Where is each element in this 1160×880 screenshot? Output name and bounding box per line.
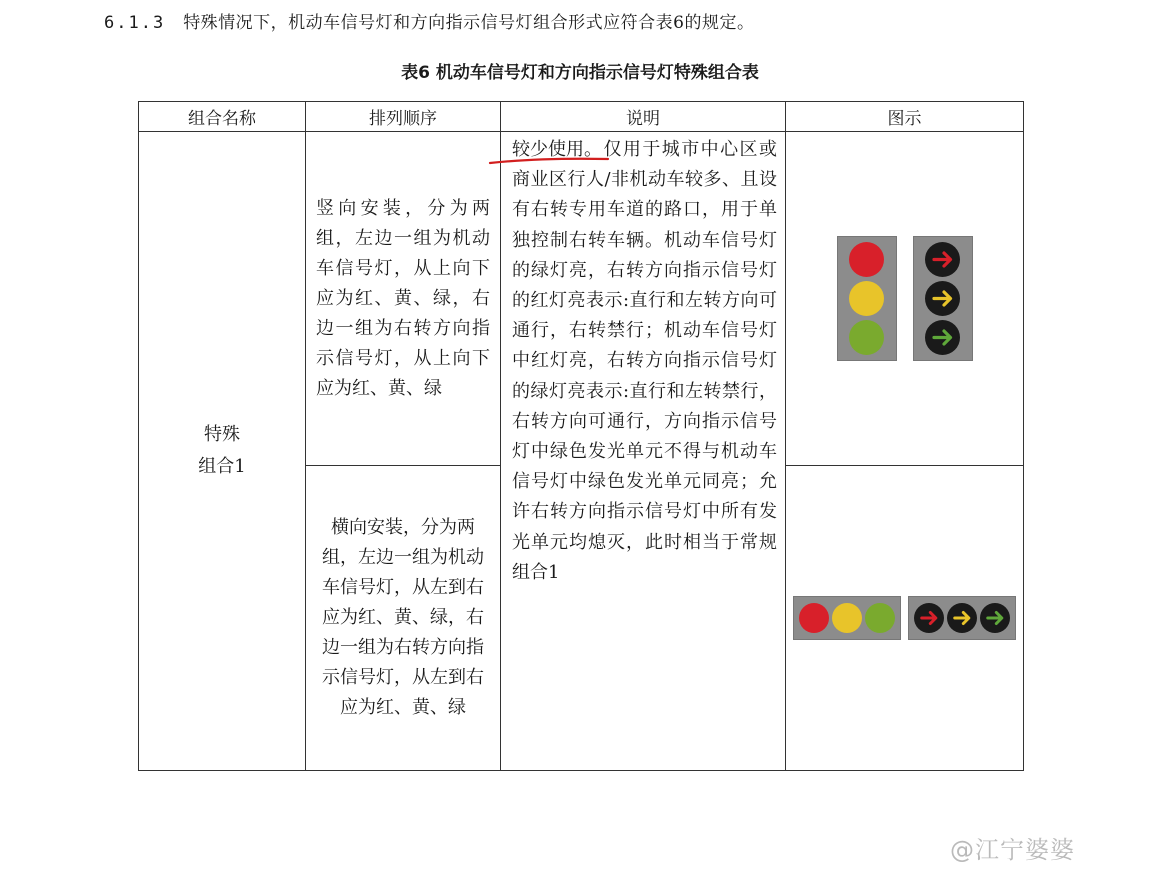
description-body: 仅用于城市中心区或商业区行人/非机动车较多、且设有右转专用车道的路口，用于单独控制右转车辆。机动车信号灯的绿灯亮，右转方向指示信号灯的红灯亮表示:直行和左转方向可通行，右转禁行；机动车信号灯中红灯亮，右转方向指示信号灯的绿灯亮表示:直行和左转禁行，右转方向可通行，方向指示信号灯中绿色发光单元不得与机动车信号灯中绿色发光单元同亮；允许右转方向指示信号灯中所有发光单元均熄灭，此时相当于常规组合1 bbox=[512, 139, 777, 583]
red-lamp bbox=[799, 603, 829, 633]
arrangement-horizontal-text: 横向安装，分为两组，左边一组为机动车信号灯，从左到右应为红、黄、绿，右边一组为右转方向指示信号灯，从左到右应为红、黄、绿 bbox=[322, 517, 484, 718]
red-right-arrow-icon bbox=[925, 242, 960, 277]
description-text bbox=[512, 135, 777, 588]
highlighted-phrase bbox=[512, 135, 602, 165]
yellow-right-arrow-icon bbox=[947, 603, 977, 633]
arrangement-vertical-text: 竖向安装，分为两组，左边一组为机动车信号灯，从上向下应为红、黄、绿，右边一组为右转方向指示信号灯，从上向下应为红、黄、绿 bbox=[316, 197, 490, 399]
green-right-arrow-icon bbox=[980, 603, 1010, 633]
header-description: 说明 bbox=[501, 102, 786, 132]
clause-line bbox=[104, 8, 755, 33]
description-highlight: 较少使用。 bbox=[512, 139, 602, 160]
vertical-signal-figure bbox=[786, 236, 1023, 361]
yellow-lamp bbox=[849, 281, 884, 316]
red-underline-mark bbox=[488, 155, 613, 169]
combination-name-cell bbox=[139, 132, 306, 771]
header-illustration: 图示 bbox=[786, 102, 1024, 132]
vehicle-signal-housing-horizontal bbox=[793, 596, 901, 640]
watermark: @江宁婆婆 bbox=[950, 836, 1075, 864]
table-header-row bbox=[139, 102, 1024, 132]
yellow-right-arrow-icon bbox=[925, 281, 960, 316]
figure-horizontal-cell bbox=[786, 466, 1024, 771]
table-row bbox=[139, 132, 1024, 466]
red-lamp bbox=[849, 242, 884, 277]
table-caption: 表6 机动车信号灯和方向指示信号灯特殊组合表 bbox=[401, 63, 759, 83]
vehicle-signal-housing-vertical bbox=[837, 236, 897, 361]
description-cell bbox=[501, 132, 786, 771]
signal-combination-table bbox=[138, 101, 1024, 771]
green-lamp bbox=[849, 320, 884, 355]
horizontal-signal-figure bbox=[786, 596, 1023, 640]
arrow-signal-housing-horizontal bbox=[908, 596, 1016, 640]
clause-number: 6.1.3 bbox=[104, 13, 166, 33]
yellow-lamp bbox=[832, 603, 862, 633]
arrangement-horizontal-cell bbox=[306, 466, 501, 771]
combination-name-line1: 特殊 bbox=[204, 424, 240, 445]
figure-vertical-cell bbox=[786, 132, 1024, 466]
header-arrangement: 排列顺序 bbox=[306, 102, 501, 132]
red-right-arrow-icon bbox=[914, 603, 944, 633]
header-combination-name: 组合名称 bbox=[139, 102, 306, 132]
combination-name-line2: 组合1 bbox=[198, 456, 246, 477]
arrangement-vertical-cell bbox=[306, 132, 501, 466]
clause-text: 特殊情况下，机动车信号灯和方向指示信号灯组合形式应符合表6的规定。 bbox=[183, 13, 755, 33]
green-right-arrow-icon bbox=[925, 320, 960, 355]
arrow-signal-housing-vertical bbox=[913, 236, 973, 361]
green-lamp bbox=[865, 603, 895, 633]
